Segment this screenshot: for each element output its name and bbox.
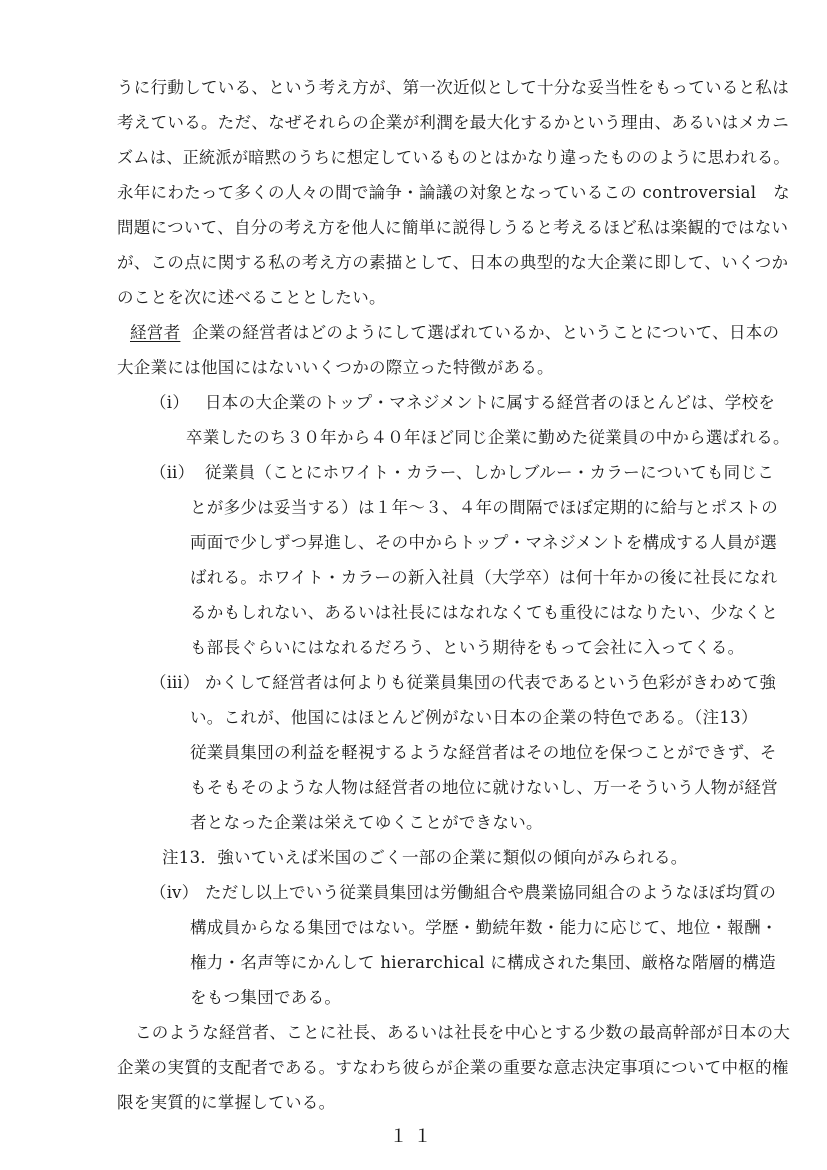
item-marker: （ⅳ） xyxy=(150,883,199,902)
item-line: 従業員集団の利益を軽視するような経営者はその地位を保つことができず、そ xyxy=(190,743,777,762)
paragraph1-line: 永年にわたって多くの人々の間で論争・論議の対象となっているこの controversial な xyxy=(117,183,790,202)
item-line: 従業員（ことにホワイト・カラー、しかしブルー・カラーについても同じこ xyxy=(205,463,775,482)
section-heading: 経営者 xyxy=(130,323,181,342)
item-line: るかもしれない、あるいは社長にはなれなくても重役にはなりたい、少なくと xyxy=(190,603,778,622)
item-marker: （ⅰ） xyxy=(150,393,190,412)
paragraph1-line: 考えている。ただ、なぜそれらの企業が利潤を最大化するかという理由、あるいはメカニ xyxy=(117,113,789,132)
item-line: ばれる。ホワイト・カラーの新入社員（大学卒）は何十年かの後に社長になれ xyxy=(190,568,778,587)
item-line: 卒業したのち３０年から４０年ほど同じ企業に勤めた従業員の中から選ばれる。 xyxy=(186,428,790,447)
item-line: もそもそのような人物は経営者の地位に就けないし、万一そういう人物が経営 xyxy=(190,778,778,797)
item-line: 権力・名声等にかんして hierarchical に構成された集団、厳格な階層的構造 xyxy=(190,953,776,972)
paragraph1-line: のことを次に述べることとしたい。 xyxy=(117,288,386,307)
paragraph3-line: このような経営者、ことに社長、あるいは社長を中心とする少数の最高幹部が日本の大 xyxy=(135,1023,791,1042)
paragraph1-line: ズムは、正統派が暗黙のうちに想定しているものとはかなり違ったもののように思われる。 xyxy=(117,148,790,167)
item-line: かくして経営者は何よりも従業員集団の代表であるという色彩がきわめて強 xyxy=(205,673,777,692)
item-line: 両面で少しずつ昇進し、その中からトップ・マネジメントを構成する人員が選 xyxy=(190,533,778,552)
paragraph3-line: 限を実質的に掌握している。 xyxy=(117,1093,336,1112)
paragraph2-line: 企業の経営者はどのようにして選ばれているか、ということについて、日本の xyxy=(192,323,780,342)
page-number: １１ xyxy=(389,1126,438,1147)
item-line: も部長ぐらいにはなれるだろう、という期待をもって会社に入ってくる。 xyxy=(190,638,745,657)
item-line: ただし以上でいう従業員集団は労働組合や農業協同組合のようなほぼ均質の xyxy=(205,883,777,902)
paragraph2-line: 大企業には他国にはないいくつかの際立った特徴がある。 xyxy=(117,358,554,377)
item-line: 構成員からなる集団ではない。学歴・勤続年数・能力に応じて、地位・報酬・ xyxy=(190,918,778,937)
item-line: 日本の大企業のトップ・マネジメントに属する経営者のほとんどは、学校を xyxy=(205,393,776,412)
item-marker: （ⅱ） xyxy=(150,463,195,482)
paragraph1-line: が、この点に関する私の考え方の素描として、日本の典型的な大企業に即して、いくつか xyxy=(117,253,789,272)
paragraph1-line: うに行動している、という考え方が、第一次近似として十分な妥当性をもっていると私は xyxy=(117,78,789,97)
item-line: とが多少は妥当する）は１年～３、４年の間隔でほぼ定期的に給与とポストの xyxy=(190,498,778,517)
item-marker: （ⅲ） xyxy=(150,673,200,692)
paragraph3-line: 企業の実質的支配者である。すなわち彼らが企業の重要な意志決定事項について中枢的権 xyxy=(117,1058,789,1077)
item-line: い。これが、他国にはほとんど例がない日本の企業の特色である。（注13） xyxy=(190,708,758,727)
item-line: 者となった企業は栄えてゆくことができない。 xyxy=(190,813,543,832)
item-line: をもつ集団である。 xyxy=(190,988,342,1007)
footnote: 注13．強いていえば米国のごく一部の企業に類似の傾向がみられる。 xyxy=(162,848,688,867)
paragraph1-line: 問題について、自分の考え方を他人に簡単に説得しうると考えるほど私は楽観的ではない xyxy=(117,218,789,237)
